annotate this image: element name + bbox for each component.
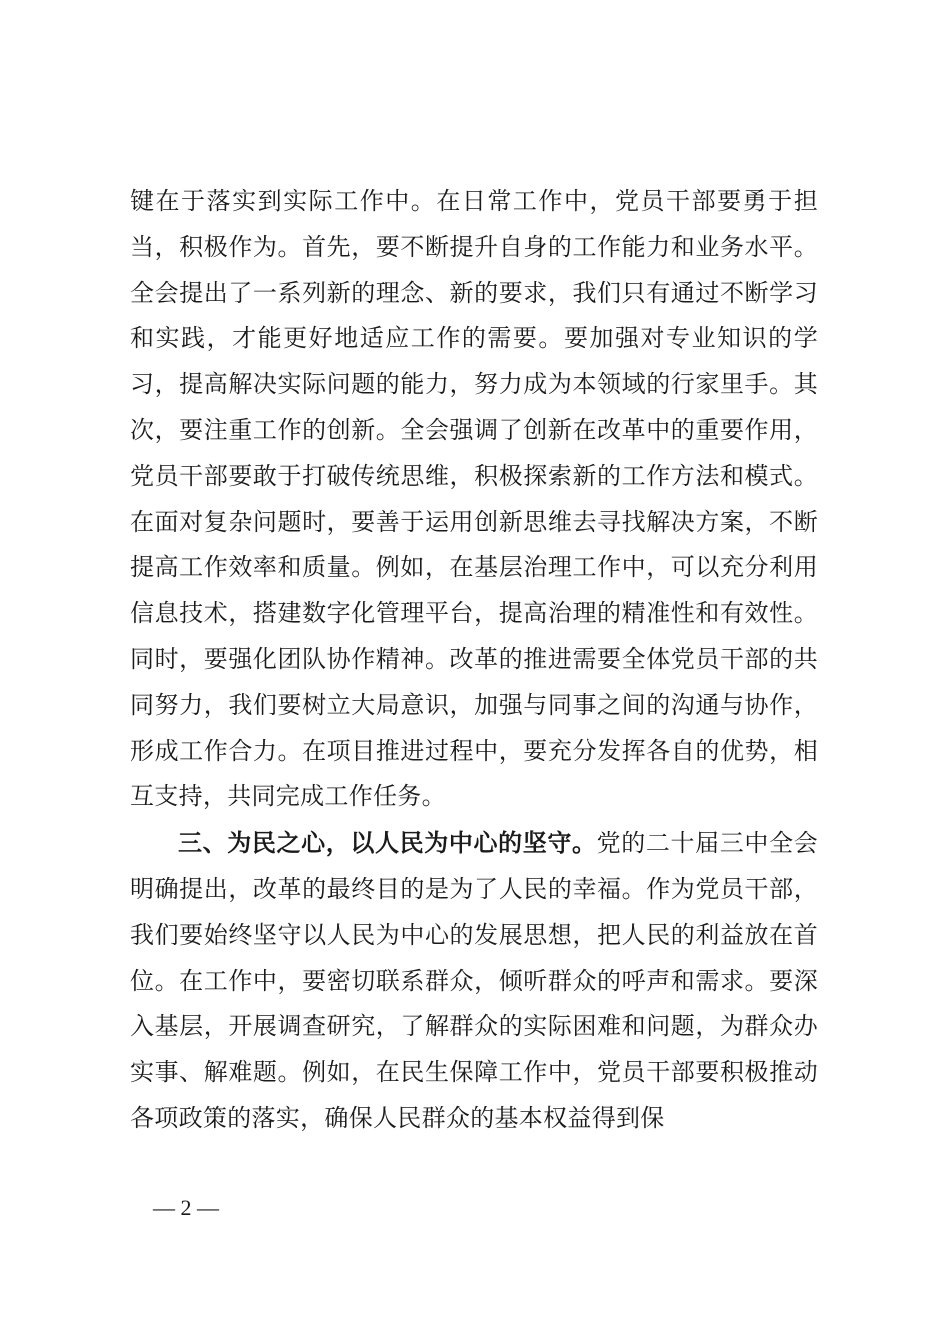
section-heading: 三、为民之心，以人民为中心的坚守。 — [178, 828, 597, 858]
document-body — [130, 179, 818, 1142]
paragraph-continuation: 键在于落实到实际工作中。在日常工作中，党员干部要勇于担当，积极作为。首先，要不断提升自身的工作能力和业务水平。全会提出了一系列新的理念、新的要求，我们只有通过不断学习和实践，才能更好地适应工作的需要。要加强对专业知识的学习，提高解决实际问题的能力，努力成为本领域的行家里手。其次，要注重工作的创新。全会强调了创新在改革中的重要作用，党员干部要敢于打破传统思维，积极探索新的工作方法和模式。在面对复杂问题时，要善于运用创新思维去寻找解决方案，不断提高工作效率和质量。例如，在基层治理工作中，可以充分利用信息技术，搭建数字化管理平台，提高治理的精准性和有效性。同时，要强化团队协作精神。改革的推进需要全体党员干部的共同努力，我们要树立大局意识，加强与同事之间的沟通与协作，形成工作合力。在项目推进过程中，要充分发挥各自的优势，相互支持，共同完成工作任务。 — [130, 187, 818, 811]
section-body: 党的二十届三中全会明确提出，改革的最终目的是为了人民的幸福。作为党员干部，我们要始终坚守以人民为中心的发展思想，把人民的利益放在首位。在工作中，要密切联系群众，倾听群众的呼声和需求。要深入基层，开展调查研究，了解群众的实际困难和问题，为群众办实事、解难题。例如，在民生保障工作中，党员干部要积极推动各项政策的落实，确保人民群众的基本权益得到保 — [130, 829, 818, 1132]
paragraph-section-three — [130, 820, 818, 1142]
page-number: — 2 — — [153, 1195, 219, 1220]
